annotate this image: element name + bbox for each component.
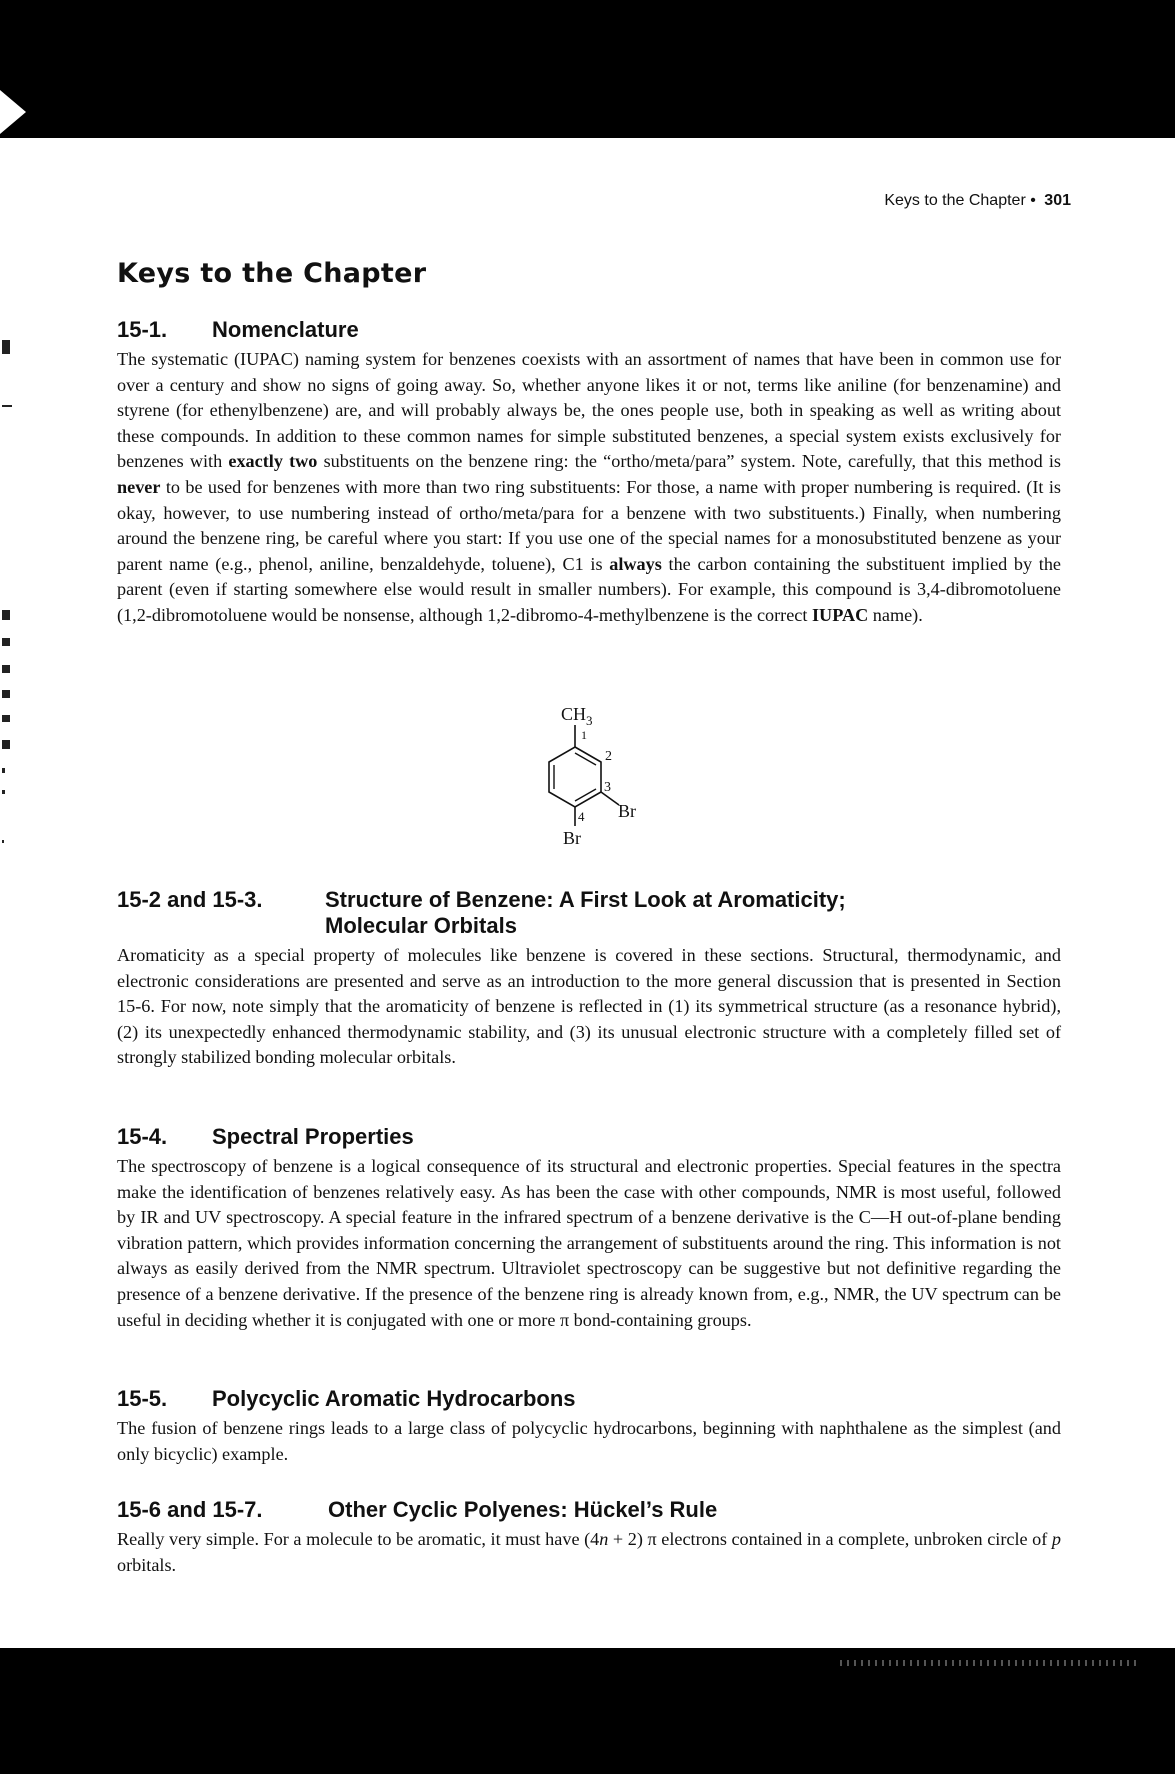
section-number: 15-6 and 15-7.	[117, 1497, 263, 1522]
benzene-ring	[549, 747, 601, 807]
scan-noise	[840, 1660, 1140, 1666]
locant-2: 2	[605, 749, 612, 764]
dibromotoluene-structure	[530, 700, 670, 850]
page-number: 301	[1044, 192, 1071, 209]
section-15-4	[117, 1124, 1061, 1333]
section-heading	[117, 317, 1061, 343]
locant-1: 1	[581, 728, 587, 742]
section-15-1	[117, 317, 1061, 629]
section-title: Other Cyclic Polyenes: Hückel’s Rule	[328, 1497, 718, 1522]
section-number: 15-5.	[117, 1386, 168, 1411]
section-number: 15-2 and 15-3.	[117, 887, 263, 912]
chapter-title: Keys to the Chapter	[117, 258, 427, 289]
section-title: Structure of Benzene: A First Look at Aromaticity; Molecular Orbitals	[325, 887, 846, 938]
binding-gutter-marks	[0, 320, 14, 900]
ring-double-bond-1	[575, 753, 596, 765]
section-paragraph: The spectroscopy of benzene is a logical consequence of its structural and electronic properties. Special features in the spectra make the identification of benzenes relatively easy. As has been the case with other compounds, NMR is most useful, followed by IR and UV spectroscopy. A special feature in the infrared spectrum of a benzene derivative is the C—H out-of-plane bending vibration pattern, which provides information concerning the arrangement of substituents around the ring. This information is not always as easily derived from the NMR spectrum. Ultraviolet spectroscopy can be suggestive but not definitive regarding the presence of a benzene derivative. If the presence of the benzene ring is already known from, e.g., NMR, the UV spectrum can be useful in deciding whether it is conjugated with one or more π bond-containing groups.	[117, 1156, 1061, 1330]
section-heading	[117, 1124, 1061, 1150]
section-title: Nomenclature	[212, 317, 359, 342]
section-heading	[117, 1386, 1061, 1412]
emphasis-iupac: IUPAC	[811, 604, 869, 625]
emphasis-exactly-two: exactly two	[228, 451, 318, 472]
section-heading	[117, 1497, 1061, 1523]
italic-p: p	[1051, 1529, 1061, 1549]
scan-border-bottom	[0, 1654, 1175, 1774]
emphasis-never: never	[117, 476, 161, 497]
section-paragraph: The systematic (IUPAC) naming system for benzenes coexists with an assortment of names that have been in common use for over a century and show no signs of going away. So, whether anyone likes it or not, terms like aniline (for benzenamine) and styrene (for ethenylbenzene) are, and will probably always be, the ones people use, both in speaking as well as writing about these compounds. In addition to these common names for simple substituted benzenes, a special system exists exclusively for benzenes with exactly two substituents on the benzene ring: the “ortho/meta/para” system. Note, carefully, that this method is never to be used for benzenes with more than two ring substituents: For those, a name with proper numbering is required. (It is okay, however, to use numbering instead of ortho/meta/para for a benzene with two substituents.) Finally, when numbering around the benzene ring, be careful where you start: If you use one of the special names for a monosubstituted benzene as your parent name (e.g., phenol, aniline, benzaldehyde, toluene), C1 is always the carbon containing the substituent implied by the parent (even if starting somewhere else would result in smaller numbers). For example, this compound is 3,4-dibromotoluene (1,2-dibromotoluene would be nonsense, although 1,2-dibromo-4-methylbenzene is the correct IUPAC name).	[117, 349, 1062, 625]
section-15-5	[117, 1386, 1061, 1467]
running-head-bullet: •	[1030, 192, 1036, 209]
section-heading	[117, 887, 1061, 939]
section-number: 15-4.	[117, 1124, 168, 1149]
section-paragraph: Really very simple. For a molecule to be aromatic, it must have (4n + 2) π electrons contained in a complete, unbroken circle of p orbitals.	[117, 1529, 1061, 1575]
section-title: Spectral Properties	[212, 1124, 414, 1149]
page-curl	[0, 90, 26, 134]
ring-double-bond-3	[575, 789, 596, 801]
scan-border-top	[0, 0, 1175, 138]
running-head	[884, 192, 1071, 210]
section-paragraph: Aromaticity as a special property of molecules like benzene is covered in these sections. Structural, thermodynamic, and electronic considerations are presented and serve as an introduction to the more general discussion that is presented in Section 15-6. For now, note simply that the aromaticity of benzene is reflected in (1) its symmetrical structure (as a resonance hybrid), (2) its unexpectedly enhanced thermodynamic stability, and (3) its unusual electronic structure with a completely filled set of strongly stabilized bonding molecular orbitals.	[117, 945, 1061, 1068]
emphasis-always: always	[609, 553, 662, 574]
section-15-6-and-15-7	[117, 1497, 1061, 1578]
section-paragraph: The fusion of benzene rings leads to a large class of polycyclic hydrocarbons, beginning with naphthalene as the simplest (and only bicyclic) example.	[117, 1418, 1061, 1464]
section-15-2-and-15-3	[117, 887, 1061, 1071]
locant-4: 4	[578, 809, 585, 824]
bromine-label-4: Br	[563, 828, 581, 848]
section-number: 15-1.	[117, 317, 168, 342]
locant-3: 3	[604, 780, 611, 795]
italic-n: n	[599, 1529, 609, 1549]
running-head-title: Keys to the Chapter	[884, 192, 1026, 209]
section-title: Polycyclic Aromatic Hydrocarbons	[212, 1386, 576, 1411]
ch3-label: $CH_3$	[561, 704, 593, 728]
bromine-label-3: Br	[618, 801, 636, 821]
